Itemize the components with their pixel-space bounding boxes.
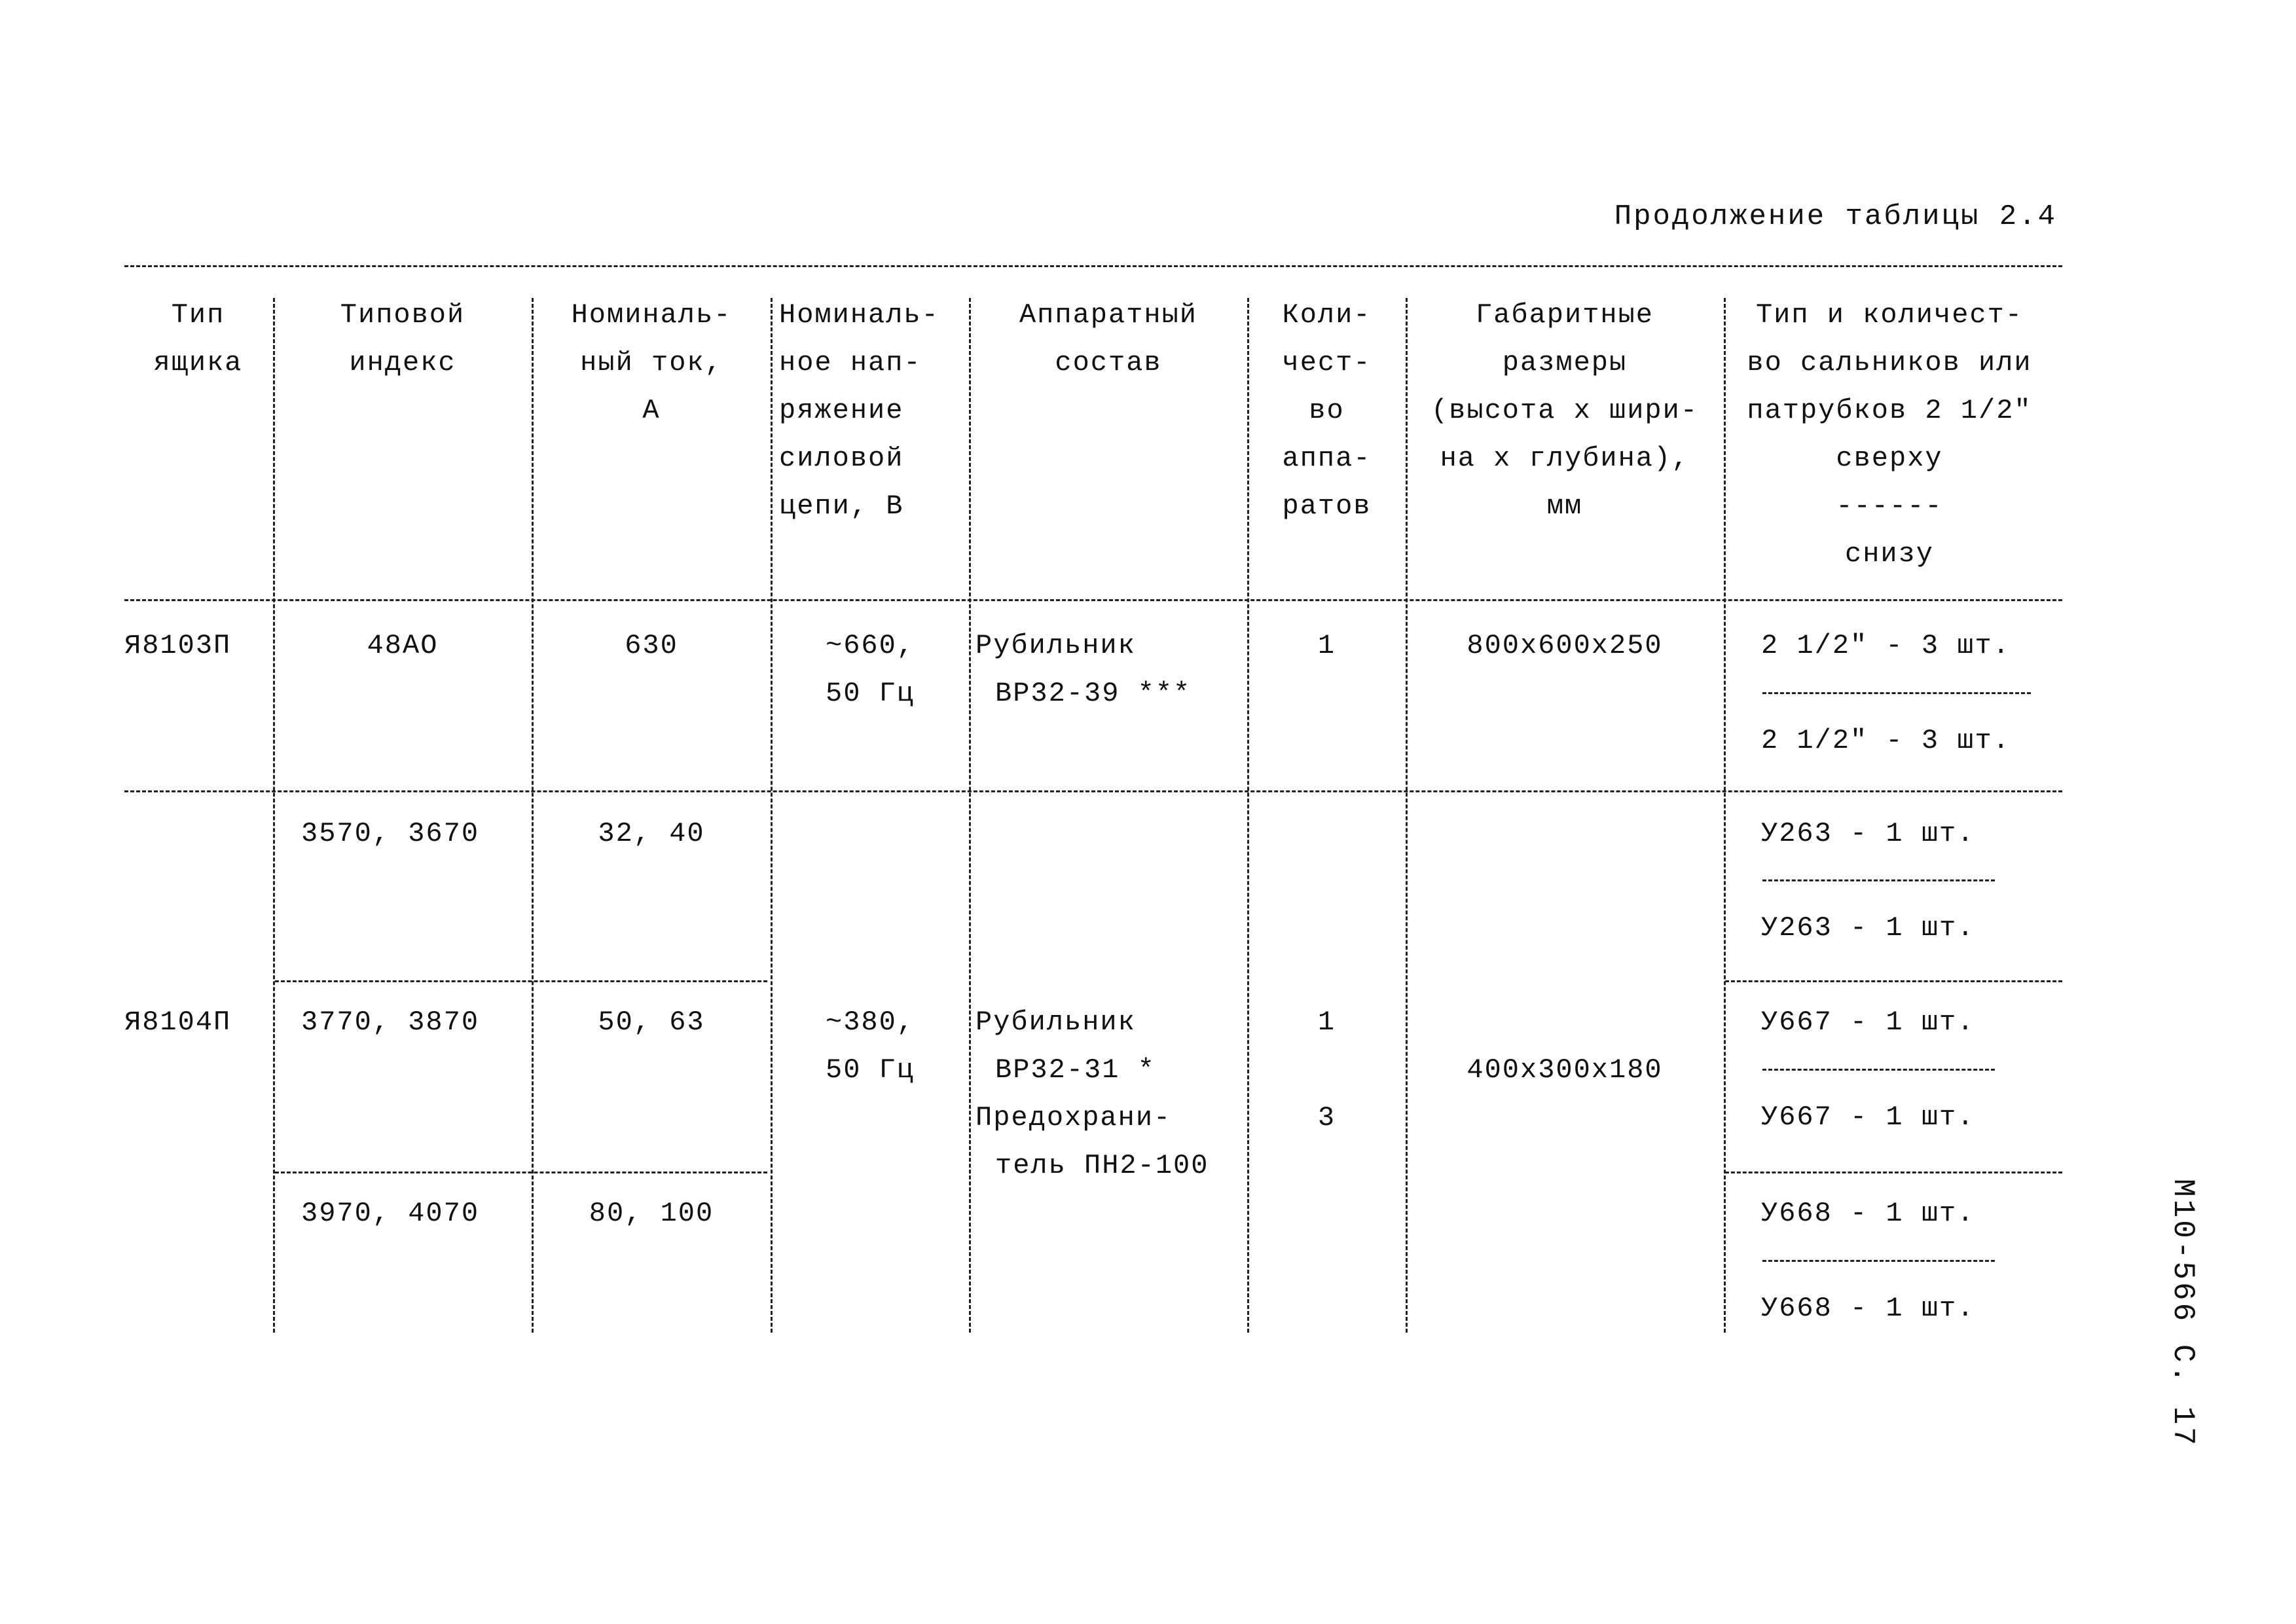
subrow3-glands-fraction	[1762, 1260, 1995, 1262]
row1-qty: 1	[1317, 630, 1336, 661]
subrow2-current: 50, 63	[598, 1006, 705, 1038]
subrow2-glands-top: У667 - 1 шт.	[1761, 1006, 1975, 1038]
subrow1-glands-bottom: У263 - 1 шт.	[1761, 912, 1975, 944]
subrow2-bottom-rule	[275, 1172, 767, 1173]
subrow2-glands-bottom: У667 - 1 шт.	[1761, 1101, 1975, 1133]
header-col-current: Номиналь- ный ток, А	[571, 299, 732, 426]
subrow3-current: 80, 100	[589, 1198, 714, 1229]
row2-dims: 400х300х180	[1467, 1054, 1663, 1086]
subrow3-index: 3970, 4070	[301, 1198, 480, 1229]
header-col-type: Тип ящика	[153, 299, 243, 378]
subrow1-glands-rule	[1725, 980, 2062, 982]
subrow3-glands-top: У668 - 1 шт.	[1761, 1198, 1975, 1229]
header-col-voltage: Номиналь- ное нап- ряжение силовой цепи, В	[779, 299, 939, 522]
col-sep-3	[771, 298, 773, 1333]
row2-apparatus: Рубильник ВР32-31 * Предохрани- тель ПН2-100	[975, 1006, 1209, 1181]
header-col-apparatus: Аппаратный состав	[1019, 299, 1198, 378]
row1-glands-bottom: 2 1/2" - 3 шт.	[1761, 725, 2011, 756]
subrow3-glands-bottom: У668 - 1 шт.	[1761, 1293, 1975, 1324]
row2-type: Я8104П	[124, 1006, 232, 1038]
subrow2-glands-rule	[1725, 1172, 2062, 1173]
header-col-qty: Коли- чест- во аппа- ратов	[1282, 299, 1372, 522]
row2-qty-fuse: 3	[1317, 1102, 1336, 1134]
row1-dims: 800х600х250	[1467, 630, 1663, 661]
subrow2-glands-fraction	[1762, 1069, 1995, 1071]
row2-voltage: ~380, 50 Гц	[825, 1006, 915, 1086]
header-col-index: Типовой индекс	[340, 299, 465, 378]
row1-glands-top: 2 1/2" - 3 шт.	[1761, 630, 2011, 661]
subrow1-glands-fraction	[1762, 879, 1995, 881]
subrow2-index: 3770, 3870	[301, 1006, 480, 1038]
header-col-glands: Тип и количест- во сальников или патрубков 2 1/2" сверху ------ снизу	[1747, 299, 2032, 570]
row1-glands-fraction	[1762, 692, 2031, 694]
row2-qty-switch: 1	[1317, 1006, 1336, 1038]
row1-type: Я8103П	[124, 630, 232, 661]
table-caption: Продолжение таблицы 2.4	[1614, 200, 2057, 233]
col-sep-1	[273, 298, 275, 1333]
row1-bottom-rule	[124, 790, 2062, 792]
subrow1-current: 32, 40	[598, 818, 705, 849]
table-top-rule	[124, 265, 2062, 267]
col-sep-4	[969, 298, 971, 1333]
row1-index: 48АО	[367, 630, 439, 661]
subrow1-bottom-rule	[275, 980, 767, 982]
header-bottom-rule	[124, 599, 2062, 601]
row1-apparatus: Рубильник ВР32-39 ***	[975, 630, 1192, 709]
subrow1-glands-top: У263 - 1 шт.	[1761, 818, 1975, 849]
header-col-dims: Габаритные размеры (высота х шири- на х глубина), мм	[1430, 299, 1699, 522]
row1-current: 630	[625, 630, 678, 661]
document-code: М10-566 С. 17	[2166, 1179, 2200, 1448]
row1-voltage: ~660, 50 Гц	[825, 630, 915, 709]
subrow1-index: 3570, 3670	[301, 818, 480, 849]
